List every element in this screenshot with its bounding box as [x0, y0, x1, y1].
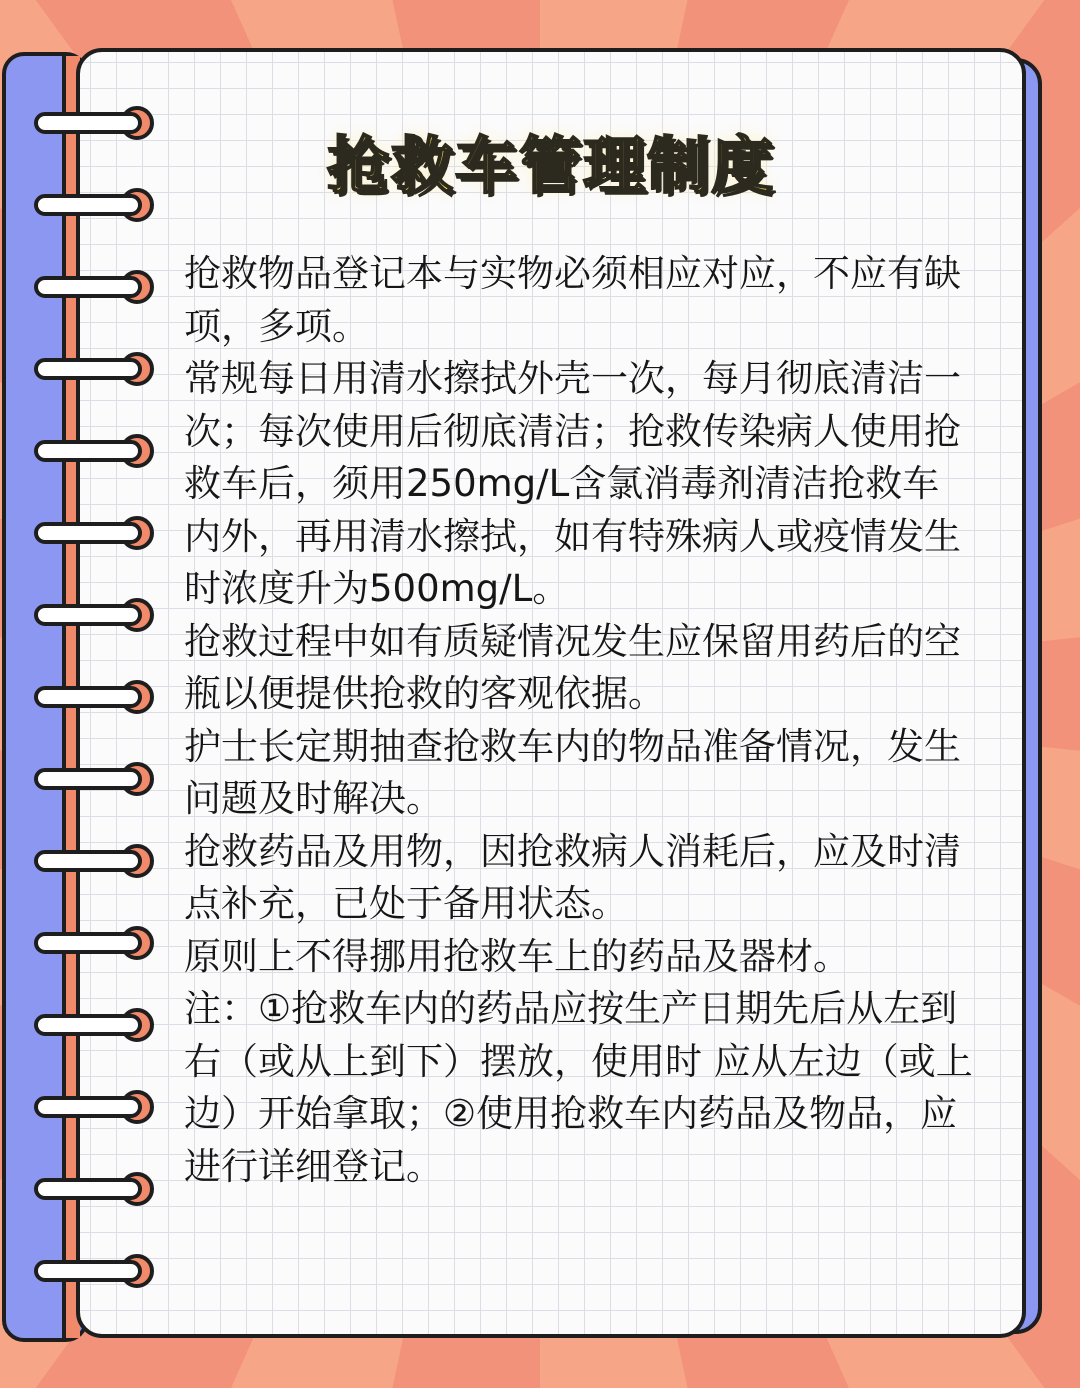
- ring-wire: [34, 1260, 142, 1282]
- binder-ring: [34, 1254, 154, 1288]
- ring-wire: [34, 276, 142, 298]
- ring-wire: [34, 932, 142, 954]
- ring-wire: [34, 440, 142, 462]
- binder-ring: [34, 1090, 154, 1124]
- binder-ring: [34, 516, 154, 550]
- ring-wire: [34, 604, 142, 626]
- binder-ring: [34, 680, 154, 714]
- ring-wire: [34, 1014, 142, 1036]
- ring-wire: [34, 1178, 142, 1200]
- ring-wire: [34, 194, 142, 216]
- rule-paragraph: 常规每日用清水擦拭外壳一次，每月彻底清洁一次；每次使用后彻底清洁；抢救传染病人使用抢救车后，须用250mg/L含氯消毒剂清洁抢救车内外，再用清水擦拭，如有特殊病人或疫情发生时浓度升为500mg/L。: [184, 357, 961, 610]
- binder-ring: [34, 762, 154, 796]
- binder-ring: [34, 106, 154, 140]
- ring-wire: [34, 522, 142, 544]
- binder-ring: [34, 352, 154, 386]
- rule-paragraph: 护士长定期抽查抢救车内的物品准备情况，发生问题及时解决。: [184, 724, 961, 820]
- rule-paragraph: 抢救物品登记本与实物必须相应对应，不应有缺项，多项。: [184, 252, 961, 348]
- ring-wire: [34, 850, 142, 872]
- page-title: 抢救车管理制度: [326, 129, 775, 202]
- binder-ring: [34, 270, 154, 304]
- binder-ring: [34, 598, 154, 632]
- ring-wire: [34, 358, 142, 380]
- binder-ring: [34, 1172, 154, 1206]
- rule-paragraph: 抢救过程中如有质疑情况发生应保留用药后的空瓶以便提供抢救的客观依据。: [184, 619, 961, 715]
- rules-list: [184, 248, 974, 1193]
- binder-ring: [34, 188, 154, 222]
- binder-ring: [34, 844, 154, 878]
- note-paragraph: 注：①抢救车内的药品应按生产日期先后从左到右（或从上到下）摆放，使用时 应从左边（或上边）开始拿取；②使用抢救车内药品及物品，应进行详细登记。: [184, 987, 973, 1188]
- ring-wire: [34, 1096, 142, 1118]
- binder-ring: [34, 926, 154, 960]
- rule-paragraph: 原则上不得挪用抢救车上的药品及器材。: [184, 934, 850, 978]
- ring-wire: [34, 686, 142, 708]
- rule-paragraph: 抢救药品及用物，因抢救病人消耗后，应及时清点补充，已处于备用状态。: [184, 829, 961, 925]
- ring-wire: [34, 112, 142, 134]
- ring-wire: [34, 768, 142, 790]
- notebook-page: [76, 48, 1026, 1338]
- binder-ring: [34, 1008, 154, 1042]
- binder-ring: [34, 434, 154, 468]
